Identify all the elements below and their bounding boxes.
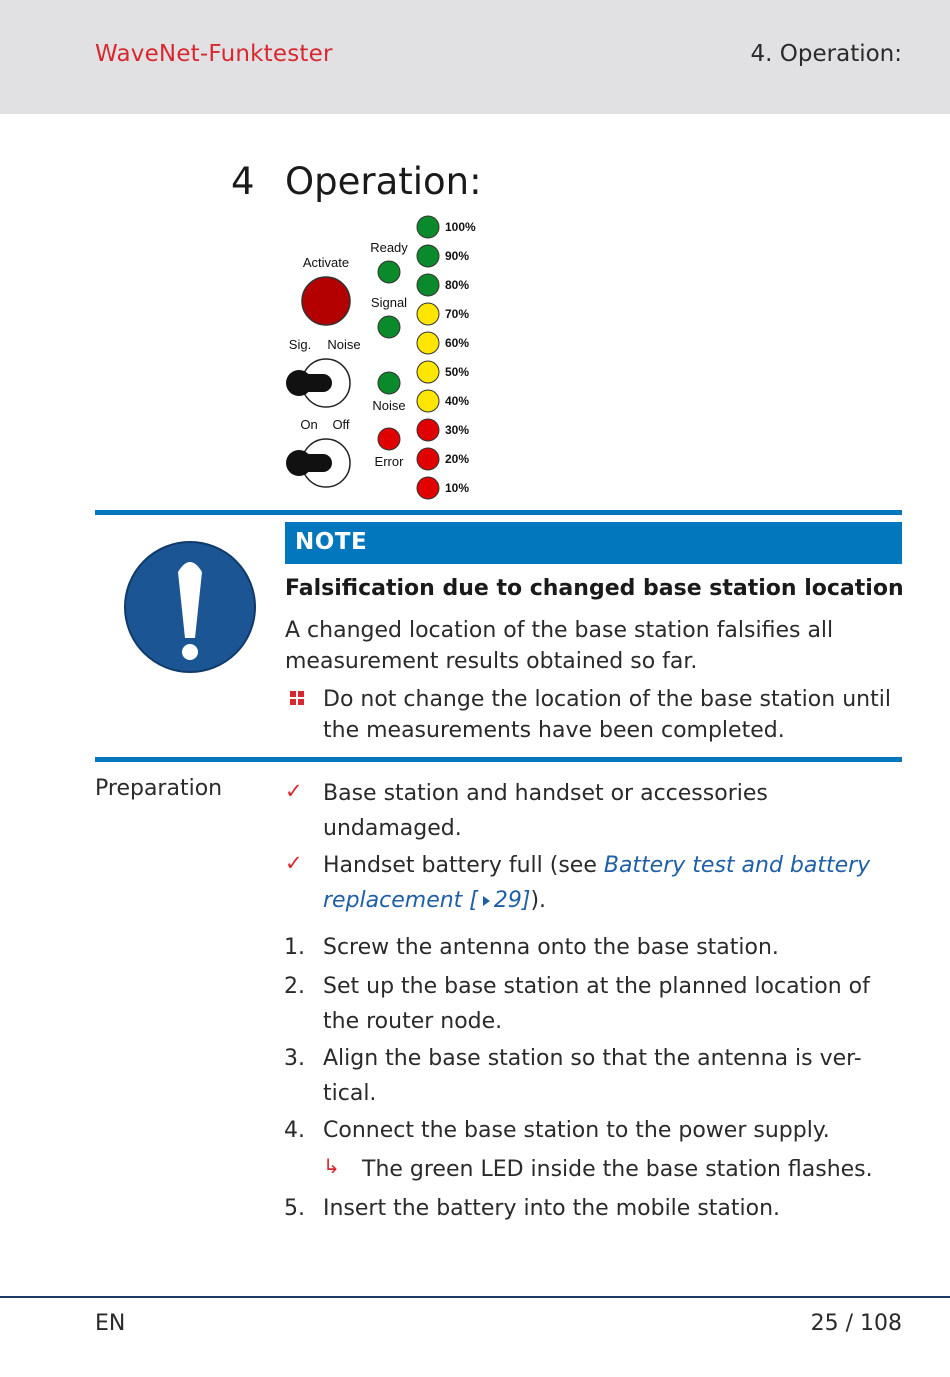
page-reference-link[interactable]: 29] <box>493 888 531 913</box>
level-label: 20% <box>445 452 470 466</box>
label-on: On <box>300 417 318 432</box>
step-number: 1. <box>284 935 305 960</box>
note-text-line2: measurement results obtained so far. <box>285 649 698 674</box>
label-noise-switch: Noise <box>327 337 361 352</box>
step-item <box>323 930 903 965</box>
level-label: 10% <box>445 481 470 495</box>
level-label: 30% <box>445 423 470 437</box>
level-label: 100% <box>445 220 476 234</box>
device-diagram <box>270 210 500 505</box>
level-led <box>417 245 439 267</box>
level-label: 80% <box>445 278 470 292</box>
sig-noise-switch-icon <box>286 359 350 407</box>
check-item <box>323 848 903 918</box>
check-item-text: Handset battery full (see <box>323 853 604 878</box>
ready-led <box>378 261 400 283</box>
on-off-switch-icon <box>286 439 350 487</box>
note-banner <box>285 522 902 564</box>
note-text-line1: A changed location of the base station falsifies all <box>285 618 834 643</box>
label-signal: Signal <box>370 295 408 310</box>
label-off: Off <box>332 417 350 432</box>
step-line1: Connect the base station to the power supply. <box>323 1118 830 1143</box>
step-line2: tical. <box>323 1081 377 1106</box>
note-label: NOTE <box>295 529 368 555</box>
step-line1: Align the base station so that the antenna is ver- <box>323 1046 862 1071</box>
error-led <box>378 428 400 450</box>
step-item <box>323 1113 903 1148</box>
activate-button <box>302 277 350 325</box>
label-activate: Activate <box>302 255 350 270</box>
check-icon: ✓ <box>285 779 303 803</box>
label-sig: Sig. <box>288 337 312 352</box>
note-top-rule <box>95 510 902 515</box>
footer-page-number: 25 / 108 <box>810 1311 902 1336</box>
battery-test-link[interactable]: Battery test and battery <box>603 853 871 878</box>
level-label: 50% <box>445 365 470 379</box>
exclamation-warning-icon <box>123 540 257 674</box>
step-item <box>323 1041 903 1111</box>
note-bottom-rule <box>95 757 902 762</box>
signal-led <box>378 316 400 338</box>
footer-language: EN <box>95 1311 126 1336</box>
label-noise-led: Noise <box>372 398 406 413</box>
step-line2: the router node. <box>323 1009 503 1034</box>
step-number: 5. <box>284 1196 305 1221</box>
level-label: 90% <box>445 249 470 263</box>
step-number: 4. <box>284 1118 305 1143</box>
page-arrow-icon <box>480 894 492 908</box>
level-label: 40% <box>445 394 470 408</box>
check-item-line2: undamaged. <box>323 816 462 841</box>
step-number: 2. <box>284 974 305 999</box>
preparation-label: Preparation <box>95 776 223 801</box>
level-led <box>417 332 439 354</box>
level-led <box>417 390 439 412</box>
note-bullet-text <box>323 684 903 746</box>
level-led <box>417 303 439 325</box>
step-line1: Screw the antenna onto the base station. <box>323 935 779 960</box>
page-header <box>0 0 950 114</box>
label-ready: Ready <box>370 240 408 255</box>
step-item <box>323 969 903 1039</box>
step-number: 3. <box>284 1046 305 1071</box>
replacement-link[interactable]: replacement [ <box>323 888 478 913</box>
step-item <box>323 1191 903 1226</box>
check-item-line1: Base station and handset or accessories <box>323 781 768 806</box>
note-text <box>285 615 902 677</box>
square-bullet-icon <box>290 691 306 707</box>
step-line1: Insert the battery into the mobile station. <box>323 1196 781 1221</box>
level-led <box>417 274 439 296</box>
result-arrow-icon: ↳ <box>323 1154 340 1178</box>
signal-level-leds <box>417 216 476 499</box>
section-title: 4. Operation: <box>750 41 902 67</box>
note-bullet-line1: Do not change the location of the base station until <box>323 687 891 712</box>
noise-led <box>378 372 400 394</box>
check-item-text-end: ). <box>530 888 547 913</box>
note-bullet-line2: the measurements have been completed. <box>323 718 785 743</box>
level-led <box>417 361 439 383</box>
check-item <box>323 776 903 846</box>
note-title: Falsification due to changed base station location <box>285 576 904 601</box>
level-led <box>417 477 439 499</box>
level-label: 70% <box>445 307 470 321</box>
level-label: 60% <box>445 336 470 350</box>
level-led <box>417 419 439 441</box>
chapter-title: Operation: <box>285 160 482 203</box>
brand-title: WaveNet-Funktester <box>95 41 333 67</box>
level-led <box>417 216 439 238</box>
label-error: Error <box>374 454 404 469</box>
footer-rule <box>0 1296 950 1298</box>
check-icon: ✓ <box>285 851 303 875</box>
chapter-number: 4 <box>231 160 255 203</box>
level-led <box>417 448 439 470</box>
step-line1: Set up the base station at the planned location of <box>323 974 870 999</box>
result-text: The green LED inside the base station flashes. <box>362 1157 873 1182</box>
